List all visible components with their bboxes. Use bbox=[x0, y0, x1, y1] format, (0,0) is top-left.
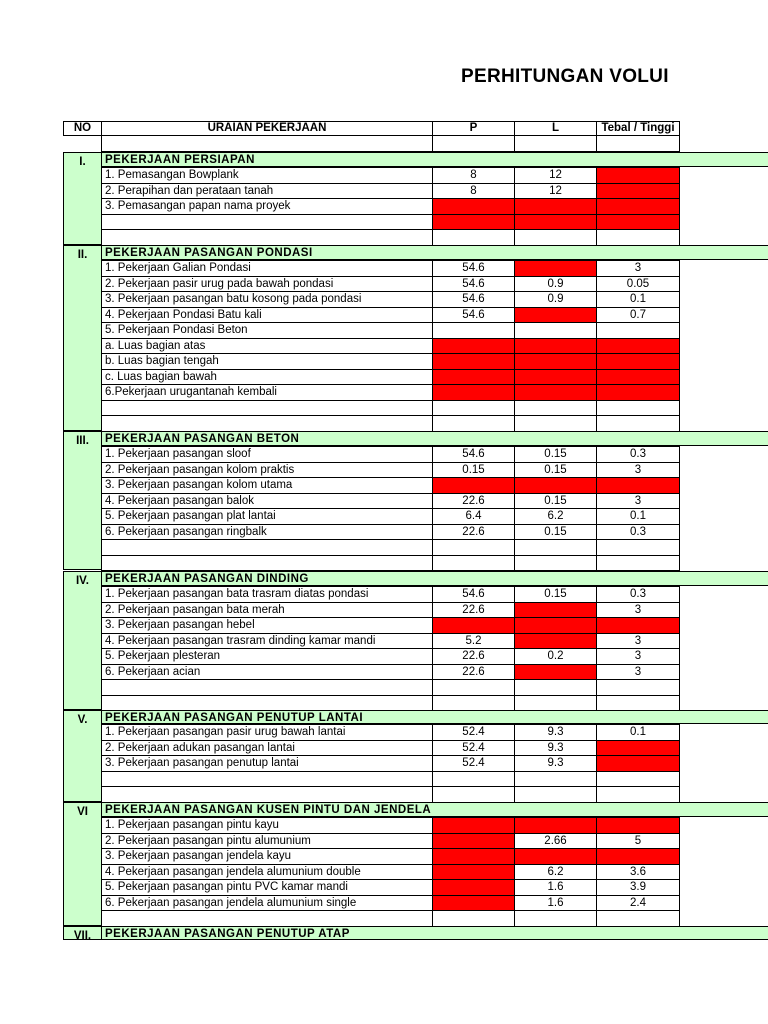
row-description: 3. Pekerjaan pasangan kolom utama bbox=[101, 477, 433, 494]
row-value-p bbox=[432, 910, 515, 927]
row-value-p bbox=[432, 895, 515, 912]
row-value-l bbox=[514, 848, 597, 865]
row-value-p bbox=[432, 833, 515, 850]
row-value-l bbox=[514, 477, 597, 494]
row-value-t bbox=[596, 369, 680, 386]
row-value-l: 9.3 bbox=[514, 740, 597, 757]
row-description: 6. Pekerjaan pasangan jendela alumunium single bbox=[101, 895, 433, 912]
row-value-t bbox=[596, 848, 680, 865]
row-value-p bbox=[432, 679, 515, 696]
header-l: L bbox=[514, 121, 597, 136]
row-value-l bbox=[514, 384, 597, 401]
row-value-l: 0.15 bbox=[514, 462, 597, 479]
row-value-l bbox=[514, 260, 597, 277]
row-description: 3. Pekerjaan pasangan batu kosong pada pondasi bbox=[101, 291, 433, 308]
row-value-l bbox=[514, 322, 597, 339]
row-description: 5. Pekerjaan pasangan plat lantai bbox=[101, 508, 433, 525]
row-value-l: 0.15 bbox=[514, 524, 597, 541]
row-value-l: 0.15 bbox=[514, 446, 597, 463]
row-value-l bbox=[514, 817, 597, 834]
section-title: PEKERJAAN PERSIAPAN bbox=[101, 152, 768, 167]
row-value-t bbox=[596, 817, 680, 834]
row-value-l: 0.9 bbox=[514, 291, 597, 308]
row-value-t: 5 bbox=[596, 833, 680, 850]
section-number: III. bbox=[63, 431, 102, 570]
section-number: VII. bbox=[63, 926, 102, 940]
row-description: 2. Pekerjaan pasangan bata merah bbox=[101, 602, 433, 619]
row-value-p bbox=[432, 848, 515, 865]
row-description bbox=[101, 771, 433, 788]
row-value-l: 6.2 bbox=[514, 864, 597, 881]
row-value-p bbox=[432, 864, 515, 881]
header-tebal-tinggi: Tebal / Tinggi bbox=[596, 121, 680, 136]
row-value-t bbox=[596, 617, 680, 634]
spacer-row bbox=[514, 135, 597, 152]
section-number: I. bbox=[63, 152, 102, 245]
row-value-t bbox=[596, 786, 680, 803]
spacer-row bbox=[596, 135, 680, 152]
row-value-t: 0.1 bbox=[596, 508, 680, 525]
header-no: NO bbox=[63, 121, 102, 136]
row-value-p bbox=[432, 384, 515, 401]
row-value-p bbox=[432, 338, 515, 355]
section-number: VI bbox=[63, 802, 102, 926]
page-title: PERHITUNGAN VOLUI bbox=[461, 66, 669, 87]
row-value-t: 0.1 bbox=[596, 724, 680, 741]
row-value-l bbox=[514, 539, 597, 556]
row-value-l bbox=[514, 415, 597, 432]
row-value-l: 0.15 bbox=[514, 586, 597, 603]
row-value-l bbox=[514, 198, 597, 215]
row-value-l: 0.15 bbox=[514, 493, 597, 510]
row-value-p bbox=[432, 400, 515, 417]
row-description: 2. Pekerjaan pasir urug pada bawah pondasi bbox=[101, 276, 433, 293]
row-description bbox=[101, 679, 433, 696]
row-value-p: 54.6 bbox=[432, 307, 515, 324]
row-value-p: 22.6 bbox=[432, 648, 515, 665]
row-value-p bbox=[432, 617, 515, 634]
row-description: 4. Pekerjaan pasangan balok bbox=[101, 493, 433, 510]
row-value-t bbox=[596, 322, 680, 339]
row-value-p bbox=[432, 695, 515, 712]
row-value-t bbox=[596, 198, 680, 215]
row-value-l bbox=[514, 307, 597, 324]
row-value-p: 5.2 bbox=[432, 633, 515, 650]
row-description: 3. Pekerjaan pasangan penutup lantai bbox=[101, 755, 433, 772]
row-value-l bbox=[514, 695, 597, 712]
row-value-l: 1.6 bbox=[514, 879, 597, 896]
row-description bbox=[101, 539, 433, 556]
row-value-l bbox=[514, 771, 597, 788]
row-value-p bbox=[432, 555, 515, 572]
row-value-t bbox=[596, 384, 680, 401]
row-value-l bbox=[514, 910, 597, 927]
row-value-p bbox=[432, 415, 515, 432]
row-description: 3. Pekerjaan pasangan hebel bbox=[101, 617, 433, 634]
row-value-l bbox=[514, 679, 597, 696]
row-value-t: 3 bbox=[596, 493, 680, 510]
row-value-p: 54.6 bbox=[432, 586, 515, 603]
row-description bbox=[101, 695, 433, 712]
row-description: 1. Pekerjaan pasangan pintu kayu bbox=[101, 817, 433, 834]
section-number: II. bbox=[63, 245, 102, 431]
row-value-p bbox=[432, 786, 515, 803]
row-value-t bbox=[596, 214, 680, 231]
row-value-p: 54.6 bbox=[432, 260, 515, 277]
row-value-t bbox=[596, 415, 680, 432]
row-value-l: 9.3 bbox=[514, 755, 597, 772]
row-value-t bbox=[596, 539, 680, 556]
row-value-l bbox=[514, 229, 597, 246]
header-uraian: URAIAN PEKERJAAN bbox=[101, 121, 433, 136]
row-value-t: 3 bbox=[596, 260, 680, 277]
row-value-t: 2.4 bbox=[596, 895, 680, 912]
row-value-p: 22.6 bbox=[432, 493, 515, 510]
row-value-p: 0.15 bbox=[432, 462, 515, 479]
row-value-p bbox=[432, 539, 515, 556]
row-description bbox=[101, 214, 433, 231]
section-number: IV. bbox=[63, 571, 102, 710]
section-title: PEKERJAAN PASANGAN PONDASI bbox=[101, 245, 768, 260]
row-value-p: 22.6 bbox=[432, 524, 515, 541]
row-description bbox=[101, 229, 433, 246]
row-value-l: 6.2 bbox=[514, 508, 597, 525]
row-value-p: 22.6 bbox=[432, 664, 515, 681]
row-value-p bbox=[432, 229, 515, 246]
row-value-l: 12 bbox=[514, 183, 597, 200]
row-value-l: 1.6 bbox=[514, 895, 597, 912]
row-value-t bbox=[596, 229, 680, 246]
row-description: 1. Pekerjaan pasangan pasir urug bawah lantai bbox=[101, 724, 433, 741]
row-description: 2. Perapihan dan perataan tanah bbox=[101, 183, 433, 200]
row-value-p: 52.4 bbox=[432, 740, 515, 757]
row-value-l: 0.2 bbox=[514, 648, 597, 665]
section-title: PEKERJAAN PASANGAN BETON bbox=[101, 431, 768, 446]
row-value-t: 3 bbox=[596, 462, 680, 479]
row-description: 6. Pekerjaan acian bbox=[101, 664, 433, 681]
row-value-l bbox=[514, 664, 597, 681]
row-value-l bbox=[514, 602, 597, 619]
row-description bbox=[101, 786, 433, 803]
row-description: 4. Pekerjaan pasangan trasram dinding kamar mandi bbox=[101, 633, 433, 650]
row-value-l: 9.3 bbox=[514, 724, 597, 741]
row-description bbox=[101, 910, 433, 927]
spacer-row bbox=[101, 135, 433, 152]
row-value-p bbox=[432, 879, 515, 896]
row-value-p: 22.6 bbox=[432, 602, 515, 619]
row-value-p: 8 bbox=[432, 183, 515, 200]
row-value-l bbox=[514, 214, 597, 231]
section-title: PEKERJAAN PASANGAN DINDING bbox=[101, 571, 768, 586]
row-value-t: 0.3 bbox=[596, 446, 680, 463]
row-value-t: 0.3 bbox=[596, 586, 680, 603]
spacer-row bbox=[432, 135, 515, 152]
row-description: 3. Pekerjaan pasangan jendela kayu bbox=[101, 848, 433, 865]
row-description: 5. Pekerjaan Pondasi Beton bbox=[101, 322, 433, 339]
row-value-p bbox=[432, 322, 515, 339]
row-value-t bbox=[596, 679, 680, 696]
row-value-p bbox=[432, 214, 515, 231]
row-description: b. Luas bagian tengah bbox=[101, 353, 433, 370]
row-description: 2. Pekerjaan adukan pasangan lantai bbox=[101, 740, 433, 757]
row-value-l: 2.66 bbox=[514, 833, 597, 850]
section-number: V. bbox=[63, 710, 102, 802]
row-value-l bbox=[514, 617, 597, 634]
row-value-l bbox=[514, 369, 597, 386]
row-value-p: 6.4 bbox=[432, 508, 515, 525]
section-title: PEKERJAAN PASANGAN PENUTUP ATAP bbox=[101, 926, 768, 940]
row-value-t bbox=[596, 755, 680, 772]
row-value-t bbox=[596, 400, 680, 417]
row-value-p bbox=[432, 817, 515, 834]
row-description: 2. Pekerjaan pasangan pintu alumunium bbox=[101, 833, 433, 850]
row-value-t: 0.05 bbox=[596, 276, 680, 293]
row-description: 5. Pekerjaan pasangan pintu PVC kamar mandi bbox=[101, 879, 433, 896]
row-value-t: 0.1 bbox=[596, 291, 680, 308]
row-description: 6.Pekerjaan urugantanah kembali bbox=[101, 384, 433, 401]
row-value-p: 54.6 bbox=[432, 291, 515, 308]
row-value-l bbox=[514, 786, 597, 803]
row-value-p bbox=[432, 369, 515, 386]
row-value-p: 52.4 bbox=[432, 724, 515, 741]
section-title: PEKERJAAN PASANGAN KUSEN PINTU DAN JENDELA bbox=[101, 802, 768, 817]
row-value-l bbox=[514, 338, 597, 355]
row-value-t: 3.9 bbox=[596, 879, 680, 896]
row-value-t: 0.3 bbox=[596, 524, 680, 541]
row-value-l: 12 bbox=[514, 167, 597, 184]
row-description bbox=[101, 400, 433, 417]
row-value-p bbox=[432, 198, 515, 215]
row-description: 2. Pekerjaan pasangan kolom praktis bbox=[101, 462, 433, 479]
row-value-t: 3 bbox=[596, 664, 680, 681]
row-value-t: 3 bbox=[596, 633, 680, 650]
row-value-l bbox=[514, 633, 597, 650]
row-value-l bbox=[514, 555, 597, 572]
row-description: c. Luas bagian bawah bbox=[101, 369, 433, 386]
row-description bbox=[101, 555, 433, 572]
row-value-t bbox=[596, 695, 680, 712]
row-value-l: 0.9 bbox=[514, 276, 597, 293]
row-value-t bbox=[596, 477, 680, 494]
row-value-t bbox=[596, 353, 680, 370]
row-value-t bbox=[596, 555, 680, 572]
row-value-t: 0.7 bbox=[596, 307, 680, 324]
row-value-p: 8 bbox=[432, 167, 515, 184]
row-value-t bbox=[596, 740, 680, 757]
row-description bbox=[101, 415, 433, 432]
row-description: 4. Pekerjaan Pondasi Batu kali bbox=[101, 307, 433, 324]
row-description: a. Luas bagian atas bbox=[101, 338, 433, 355]
row-description: 1. Pekerjaan pasangan bata trasram diatas pondasi bbox=[101, 586, 433, 603]
header-p: P bbox=[432, 121, 515, 136]
row-value-t bbox=[596, 338, 680, 355]
row-value-p: 52.4 bbox=[432, 755, 515, 772]
row-value-t bbox=[596, 910, 680, 927]
row-description: 3. Pemasangan papan nama proyek bbox=[101, 198, 433, 215]
row-description: 1. Pekerjaan Galian Pondasi bbox=[101, 260, 433, 277]
row-value-p: 54.6 bbox=[432, 446, 515, 463]
row-value-p bbox=[432, 477, 515, 494]
row-value-p bbox=[432, 771, 515, 788]
row-description: 4. Pekerjaan pasangan jendela alumunium double bbox=[101, 864, 433, 881]
row-description: 1. Pekerjaan pasangan sloof bbox=[101, 446, 433, 463]
row-description: 5. Pekerjaan plesteran bbox=[101, 648, 433, 665]
row-value-t bbox=[596, 167, 680, 184]
row-value-l bbox=[514, 400, 597, 417]
row-value-l bbox=[514, 353, 597, 370]
row-description: 6. Pekerjaan pasangan ringbalk bbox=[101, 524, 433, 541]
row-value-t bbox=[596, 771, 680, 788]
row-value-p: 54.6 bbox=[432, 276, 515, 293]
row-value-p bbox=[432, 353, 515, 370]
section-title: PEKERJAAN PASANGAN PENUTUP LANTAI bbox=[101, 710, 768, 724]
row-value-t: 3 bbox=[596, 648, 680, 665]
row-value-t: 3.6 bbox=[596, 864, 680, 881]
row-value-t: 3 bbox=[596, 602, 680, 619]
row-description: 1. Pemasangan Bowplank bbox=[101, 167, 433, 184]
row-value-t bbox=[596, 183, 680, 200]
